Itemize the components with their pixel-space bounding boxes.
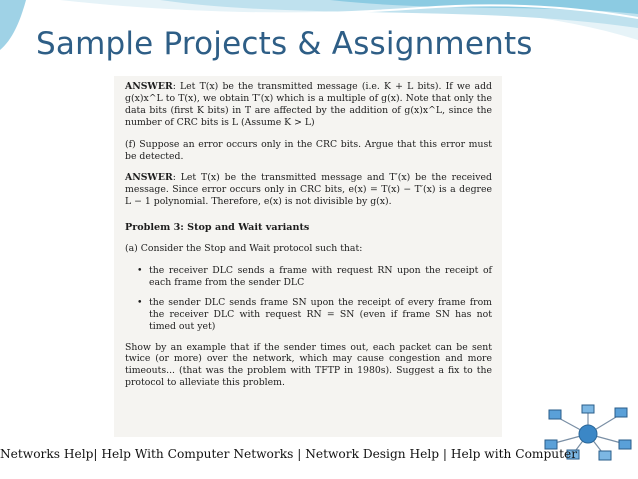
list-item: • the sender DLC sends frame SN upon the receipt of every frame from the receiver DLC with request RN = SN (even if frame SN has not timed out yet) <box>149 297 492 333</box>
answer-text: : Let T(x) be the transmitted message (i.e. K + L bits). If we add g(x)x^L to T(x), we obtain T′(x) which is a multiple of g(x). Note that only the data bits (first K bits) in T are affected by the addition of g(x)x^L, since the number of CRC bits is L (Assume K > L) <box>125 81 492 128</box>
problem-heading: Problem 3: Stop and Wait variants <box>125 222 310 234</box>
answer-label: ANSWER <box>125 81 173 92</box>
footer-links: Networks Help| Help With Computer Networks | Network Design Help | Help with Computer <box>0 447 578 461</box>
part-a: (a) Consider the Stop and Wait protocol such that: <box>125 243 363 255</box>
page-title: Sample Projects & Assignments <box>36 26 533 62</box>
list-item: • the receiver DLC sends a frame with request RN upon the receipt of each frame from the sender DLC <box>149 265 492 289</box>
answer-paragraph-1 <box>125 81 492 129</box>
question-f: (f) Suppose an error occurs only in the CRC bits. Argue that this error must be detected. <box>125 138 492 162</box>
answer-paragraph-2 <box>125 172 492 208</box>
answer-text: : Let T(x) be the transmitted message and T′(x) be the received message. Since error occurs only in CRC bits, e(x) = T(x) − T′(x) is a degree L − 1 polynomial. Therefore, e(x) is not divisible by g(x). <box>125 172 492 208</box>
assignment-document <box>114 76 502 437</box>
bullet-list <box>125 265 492 333</box>
answer-label: ANSWER <box>125 172 173 184</box>
closing-paragraph: Show by an example that if the sender times out, each packet can be sent twice (or more) over the network, which may cause congestion and more timeouts... (that was the problem with TFTP in 1980s). Suggest a fix to the protocol to alleviate this problem. <box>125 341 492 389</box>
